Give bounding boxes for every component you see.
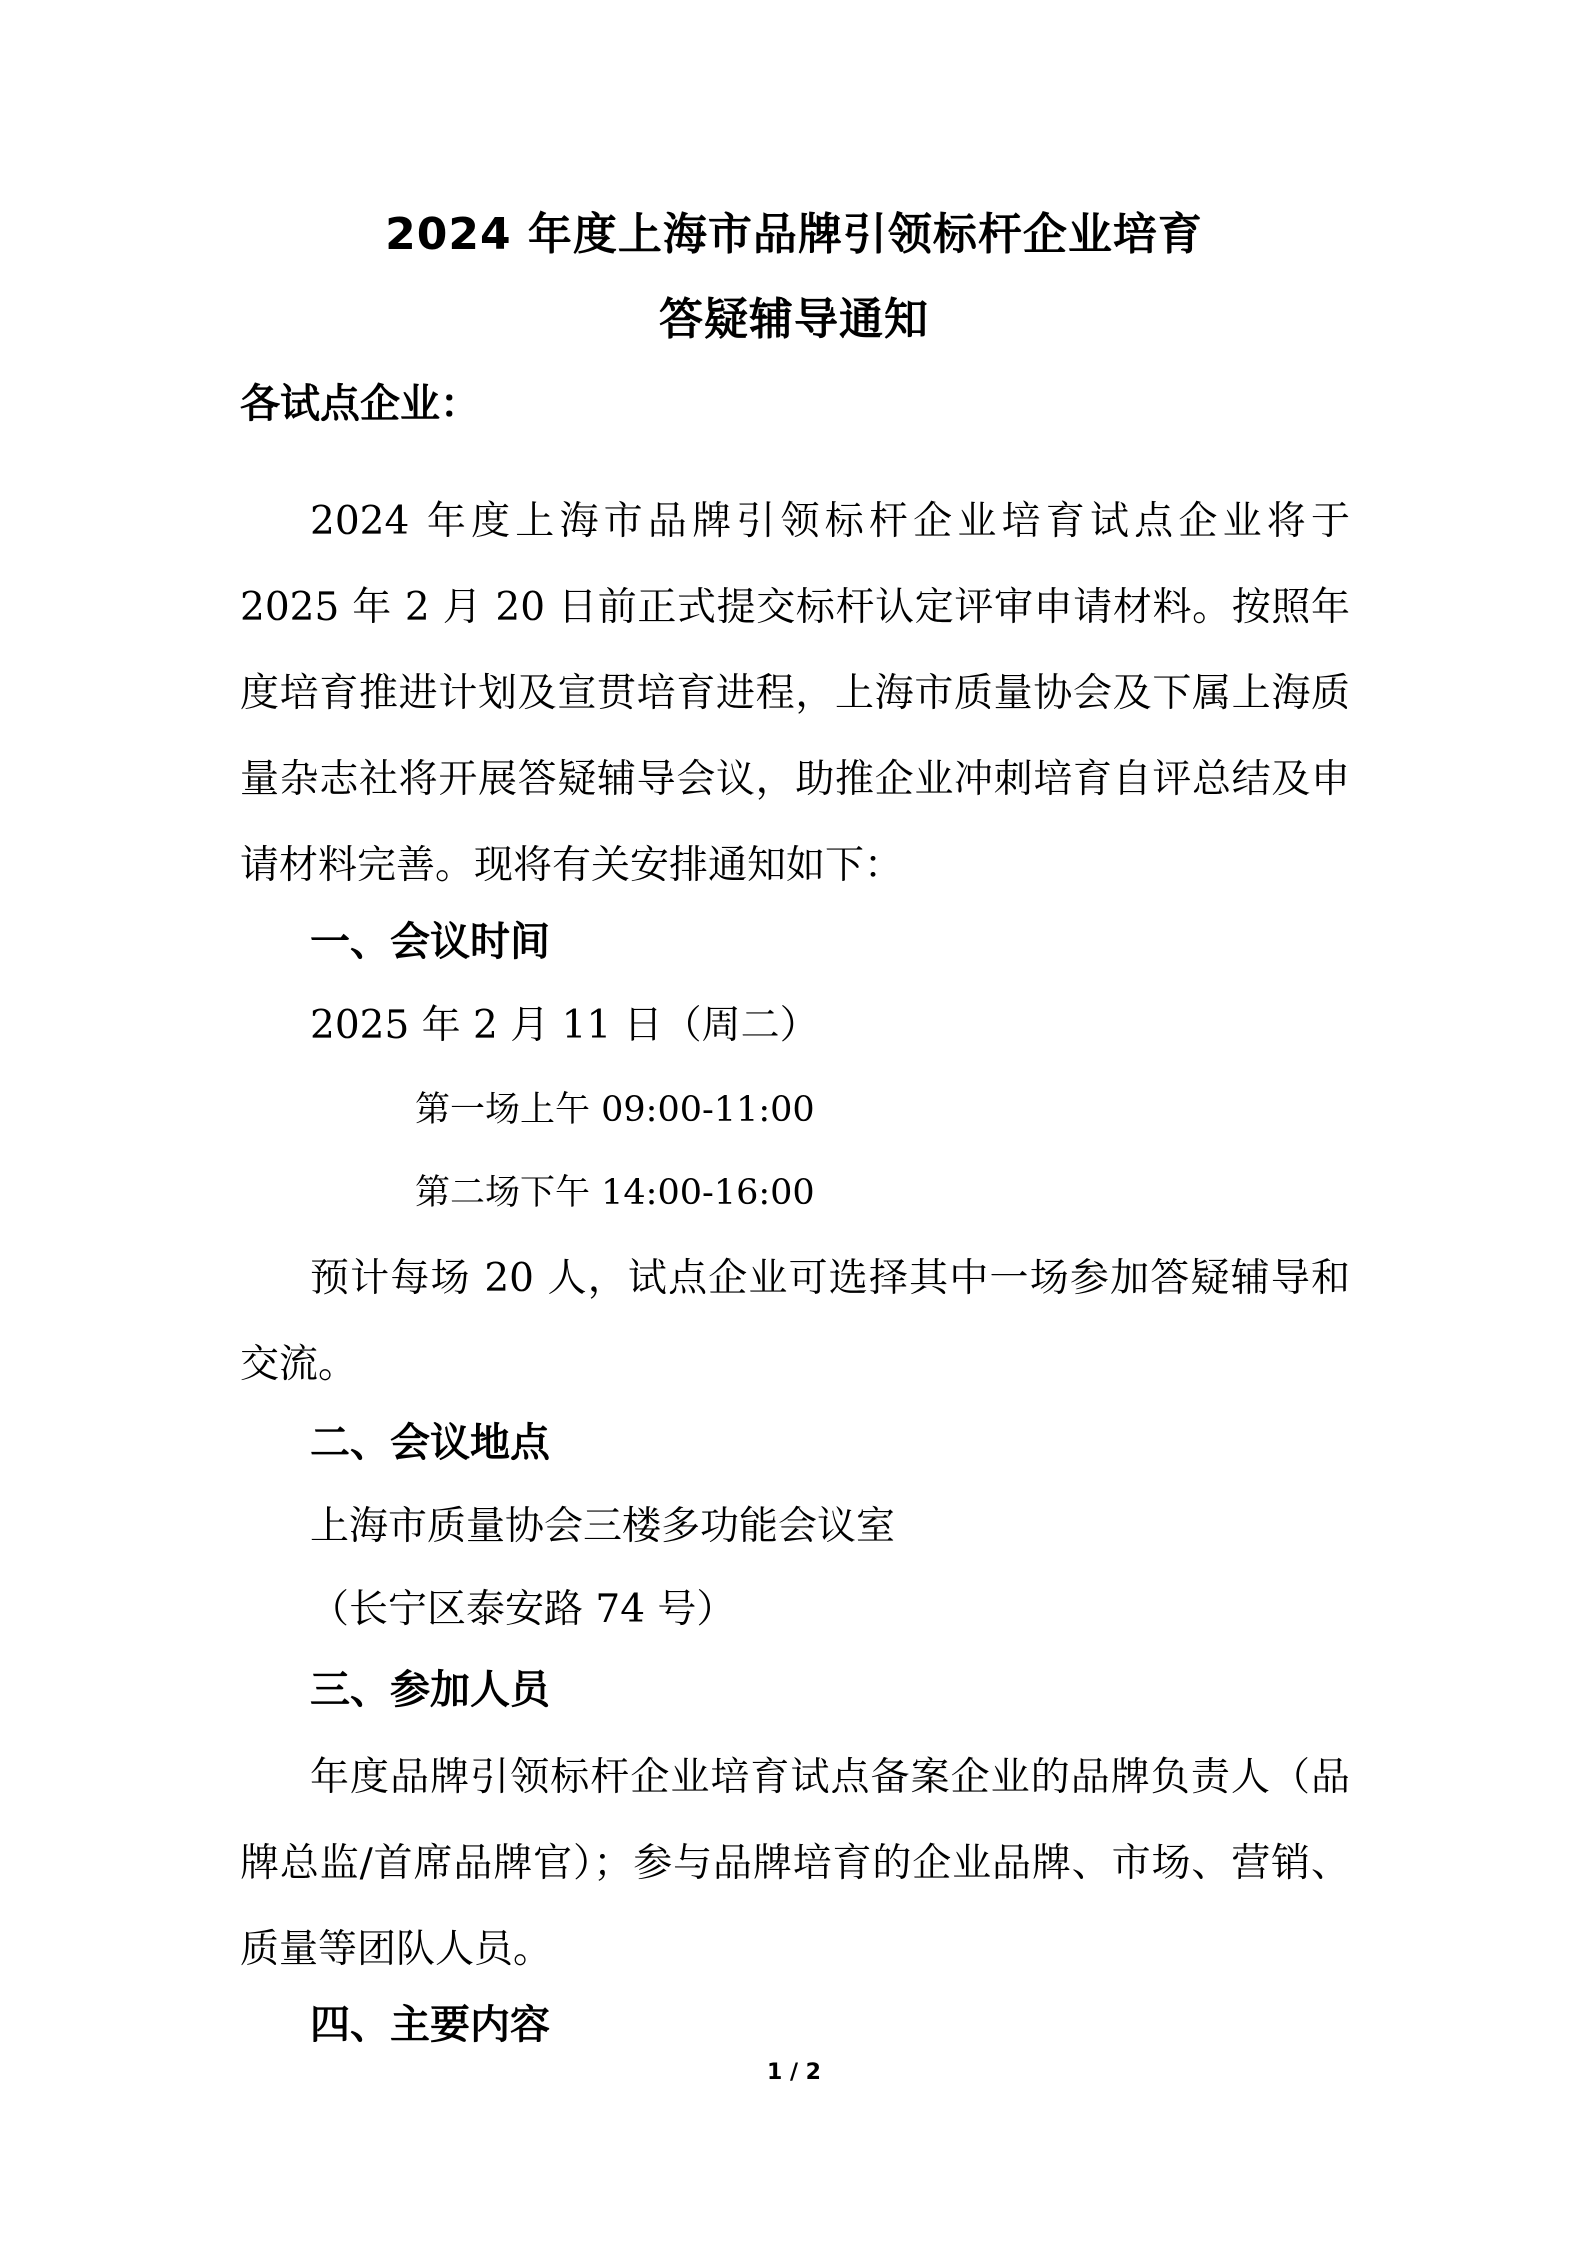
session-afternoon: 第二场下午 14:00-16:00 <box>415 1173 815 1213</box>
section-heading-main-content: 四、主要内容 <box>310 2002 550 2048</box>
section-heading-meeting-time: 一、会议时间 <box>310 919 550 965</box>
meeting-address: （长宁区泰安路 74 号） <box>310 1587 736 1632</box>
section-heading-participants: 三、参加人员 <box>310 1667 550 1713</box>
salutation: 各试点企业： <box>240 381 480 427</box>
section-heading-meeting-place: 二、会议地点 <box>310 1420 550 1466</box>
page-number: 1 / 2 <box>767 2060 821 2085</box>
session-morning: 第一场上午 09:00-11:00 <box>415 1090 815 1130</box>
attendance-note: 预计每场 20 人，试点企业可选择其中一场参加答疑辅导和交流。 <box>240 1256 1350 1387</box>
document-title-line-2: 答疑辅导通知 <box>659 294 929 345</box>
intro-paragraph: 2024 年度上海市品牌引领标杆企业培育试点企业将于 2025 年 2 月 20 日前正式提交标杆认定评审申请材料。按照年度培育推进计划及宣贯培育进程，上海市质量协会及下属上海质量杂志社将开展答疑辅导会议，助推企业冲刺培育自评总结及申请材料完善。现将有关安排通知如下： <box>240 499 1350 888</box>
document-title-line-1: 2024 年度上海市品牌引领标杆企业培育 <box>385 209 1203 260</box>
meeting-venue: 上海市质量协会三楼多功能会议室 <box>310 1504 896 1549</box>
participants-paragraph: 年度品牌引领标杆企业培育试点备案企业的品牌负责人（品牌总监/首席品牌官）；参与品牌培育的企业品牌、市场、营销、质量等团队人员。 <box>240 1755 1350 1972</box>
meeting-date: 2025 年 2 月 11 日（周二） <box>310 1003 819 1048</box>
